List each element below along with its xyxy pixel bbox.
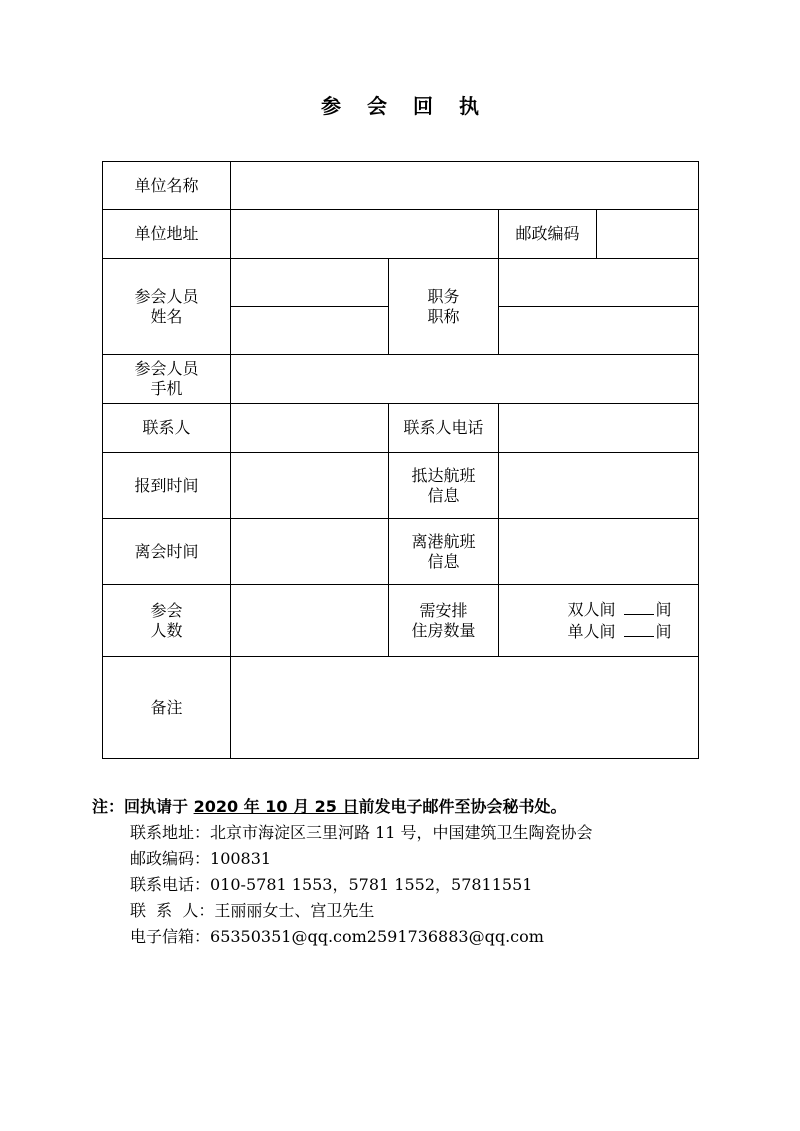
contact-phone-label: 联系人电话 xyxy=(389,404,499,453)
title-char: 会 xyxy=(367,94,387,118)
attendee-count-label-line: 人数 xyxy=(150,620,183,640)
page-title xyxy=(0,90,800,119)
attendee-name-label-line: 参会人员 xyxy=(134,286,199,306)
departure-time-field[interactable] xyxy=(231,519,389,585)
attendee-count-field[interactable] xyxy=(231,585,389,657)
contact-person-field[interactable] xyxy=(231,404,389,453)
double-room-label: 双人间 xyxy=(567,599,616,619)
position-title-field-1[interactable] xyxy=(499,259,699,307)
rooms-needed-label xyxy=(389,585,499,657)
row-unit-name xyxy=(103,162,699,210)
row-checkin xyxy=(103,453,699,519)
email-value[interactable]: 65350351@qq.com2591736883@qq.com xyxy=(210,927,544,946)
position-title-label xyxy=(389,259,499,355)
contact-address-value: 北京市海淀区三里河路 11 号，中国建筑卫生陶瓷协会 xyxy=(210,823,593,842)
arrival-flight-label xyxy=(389,453,499,519)
double-room-unit: 间 xyxy=(655,599,672,619)
single-room-unit: 间 xyxy=(655,621,672,641)
arrival-flight-field[interactable] xyxy=(499,453,699,519)
notes-head-suffix: 前发电子邮件至协会秘书处。 xyxy=(358,797,567,816)
unit-address-field[interactable] xyxy=(231,210,499,259)
contact-value: 王丽丽女士、宫卫先生 xyxy=(214,901,375,920)
single-room-label: 单人间 xyxy=(567,621,616,641)
rooms-needed-label-line: 住房数量 xyxy=(411,620,476,640)
departure-flight-label-line: 离港航班 xyxy=(411,531,476,551)
notes-section xyxy=(92,794,732,950)
remarks-field[interactable] xyxy=(231,657,699,759)
position-title-label-line: 职务 xyxy=(427,286,460,306)
contact-address-line xyxy=(92,820,732,846)
rooms-needed-label-line: 需安排 xyxy=(419,600,468,620)
row-attendee-name-1 xyxy=(103,259,699,307)
unit-name-field[interactable] xyxy=(231,162,699,210)
row-remarks xyxy=(103,657,699,759)
phone-line xyxy=(92,872,732,898)
attendee-phone-label xyxy=(103,355,231,404)
contact-person-label: 联系人 xyxy=(103,404,231,453)
single-room-count-blank[interactable] xyxy=(624,621,654,637)
registration-form-table xyxy=(102,161,699,759)
title-char: 参 xyxy=(321,94,341,118)
email-line xyxy=(92,924,732,950)
postcode-line xyxy=(92,846,732,872)
checkin-time-field[interactable] xyxy=(231,453,389,519)
notes-heading xyxy=(92,794,732,820)
postcode-value: 100831 xyxy=(210,849,272,868)
attendee-count-label xyxy=(103,585,231,657)
position-title-field-2[interactable] xyxy=(499,307,699,355)
unit-address-label: 单位地址 xyxy=(103,210,231,259)
arrival-flight-label-line: 抵达航班 xyxy=(411,465,476,485)
title-char: 执 xyxy=(459,94,479,118)
row-count xyxy=(103,585,699,657)
contact-line xyxy=(92,898,732,924)
email-key: 电子信箱： xyxy=(130,927,211,946)
attendee-name-label-line: 姓名 xyxy=(150,306,183,326)
attendee-phone-field[interactable] xyxy=(231,355,699,404)
attendee-name-field-1[interactable] xyxy=(231,259,389,307)
unit-name-label: 单位名称 xyxy=(103,162,231,210)
single-room-line xyxy=(541,621,698,643)
departure-flight-label xyxy=(389,519,499,585)
row-contact xyxy=(103,404,699,453)
room-count-fields xyxy=(499,585,699,657)
notes-deadline: 2020 年 10 月 25 日 xyxy=(193,797,359,816)
remarks-label: 备注 xyxy=(103,657,231,759)
phone-key: 联系电话： xyxy=(130,875,211,894)
checkin-time-label: 报到时间 xyxy=(103,453,231,519)
attendee-phone-label-line: 手机 xyxy=(150,379,183,398)
departure-flight-label-line: 信息 xyxy=(427,551,460,571)
contact-phone-field[interactable] xyxy=(499,404,699,453)
row-departure xyxy=(103,519,699,585)
attendee-phone-label-line: 参会人员 xyxy=(134,359,199,378)
notes-head-prefix: 注：回执请于 xyxy=(92,797,194,816)
postal-code-field[interactable] xyxy=(597,210,699,259)
postal-code-label: 邮政编码 xyxy=(499,210,597,259)
title-char: 回 xyxy=(413,94,433,118)
row-unit-address xyxy=(103,210,699,259)
phone-value: 010-5781 1553，5781 1552，57811551 xyxy=(210,875,533,894)
departure-flight-field[interactable] xyxy=(499,519,699,585)
postcode-key: 邮政编码： xyxy=(130,849,211,868)
departure-time-label: 离会时间 xyxy=(103,519,231,585)
arrival-flight-label-line: 信息 xyxy=(427,485,460,505)
row-attendee-phone xyxy=(103,355,699,404)
attendee-name-label xyxy=(103,259,231,355)
double-room-count-blank[interactable] xyxy=(624,599,654,615)
position-title-label-line: 职称 xyxy=(427,306,460,326)
attendee-name-field-2[interactable] xyxy=(231,307,389,355)
contact-key: 联 系 人： xyxy=(130,901,215,920)
double-room-line xyxy=(541,599,698,621)
attendee-count-label-line: 参会 xyxy=(150,600,183,620)
contact-address-key: 联系地址： xyxy=(130,823,211,842)
